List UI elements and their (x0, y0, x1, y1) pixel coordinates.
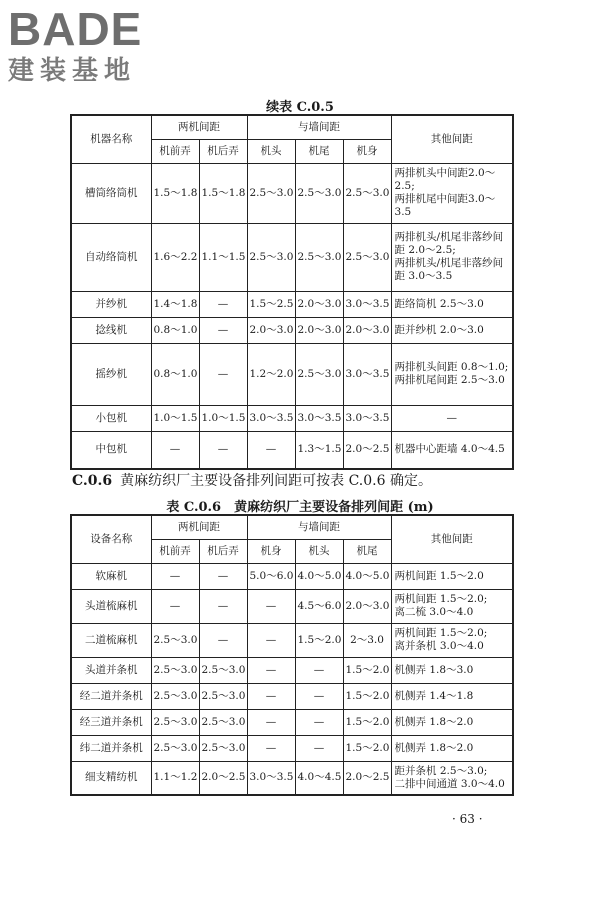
value-cell: 1.5～2.5 (247, 291, 295, 317)
value-cell: 2.5～3.0 (343, 163, 391, 223)
note-cell (391, 623, 513, 657)
value-cell: 3.0～3.5 (295, 405, 343, 431)
row-name: 头道梳麻机 (71, 589, 151, 623)
value-cell: 2.0～3.0 (343, 317, 391, 343)
bade-logo (8, 4, 178, 88)
value-cell: 3.0～3.5 (343, 343, 391, 405)
note-line: 两排机头/机尾非落纱间距 2.0～2.5; (394, 231, 504, 256)
subheader-front: 机前弄 (151, 539, 199, 563)
header-equipment-name: 设备名称 (71, 515, 151, 563)
note-line: 两排机尾中间距3.0～3.5 (394, 193, 496, 218)
value-cell: 1.1～1.2 (151, 761, 199, 795)
value-cell: 1.6～2.2 (151, 223, 199, 291)
value-cell: 2～3.0 (343, 623, 391, 657)
note-line: 两排机尾间距 2.5～3.0 (394, 374, 505, 386)
value-cell: — (199, 291, 247, 317)
row-name: 纬二道并条机 (71, 735, 151, 761)
note-cell (391, 761, 513, 795)
note-line: 距络筒机 2.5～3.0 (394, 297, 484, 310)
value-cell: 1.4～1.8 (151, 291, 199, 317)
value-cell: 2.5～3.0 (151, 735, 199, 761)
value-cell: 1.3～1.5 (295, 431, 343, 469)
value-cell: — (199, 563, 247, 589)
note-cell (391, 163, 513, 223)
table-row (71, 317, 513, 343)
header-other: 其他间距 (391, 115, 513, 163)
value-cell: 4.0～5.0 (343, 563, 391, 589)
table-row (71, 431, 513, 469)
value-cell: 2.5～3.0 (199, 683, 247, 709)
subheader-tail: 机尾 (295, 139, 343, 163)
value-cell: 0.8～1.0 (151, 343, 199, 405)
value-cell: — (199, 589, 247, 623)
note-cell (391, 431, 513, 469)
row-name: 中包机 (71, 431, 151, 469)
note-line: 机器中心距墙 4.0～4.5 (394, 443, 505, 456)
note-line: 两排机头间距 0.8～1.0; (394, 361, 509, 373)
note-line: 离并条机 3.0～4.0 (394, 640, 484, 652)
value-cell: — (151, 563, 199, 589)
note-line: 距并纱机 2.0～3.0 (394, 323, 484, 336)
row-name: 细支精纺机 (71, 761, 151, 795)
value-cell: 4.0～4.5 (295, 761, 343, 795)
note-cell (391, 405, 513, 431)
value-cell: 1.0～1.5 (151, 405, 199, 431)
table-row (71, 405, 513, 431)
value-cell: — (247, 683, 295, 709)
header-to-wall: 与墙间距 (247, 515, 391, 539)
note-cell (391, 317, 513, 343)
value-cell: — (247, 589, 295, 623)
value-cell: 2.0～2.5 (199, 761, 247, 795)
note-line: 两机间距 1.5～2.0; (394, 593, 488, 605)
header-between-machines: 两机间距 (151, 515, 247, 539)
row-name: 二道梳麻机 (71, 623, 151, 657)
row-name: 自动络筒机 (71, 223, 151, 291)
subheader-back: 机后弄 (199, 539, 247, 563)
note-line: 机侧弄 1.8～3.0 (394, 663, 474, 676)
note-cell (391, 657, 513, 683)
value-cell: — (295, 735, 343, 761)
value-cell: 2.5～3.0 (199, 709, 247, 735)
value-cell: — (199, 623, 247, 657)
table-c05 (70, 114, 514, 470)
value-cell: 3.0～3.5 (247, 405, 295, 431)
table-row (71, 563, 513, 589)
value-cell: 1.5～2.0 (343, 657, 391, 683)
note-line: 离二梳 3.0～4.0 (394, 606, 474, 618)
note-line: 两机间距 1.5～2.0; (394, 627, 488, 639)
table-c05-caption: 续表 C.0.5 (266, 100, 334, 115)
row-name: 软麻机 (71, 563, 151, 589)
table-row (71, 163, 513, 223)
value-cell: 2.0～3.0 (295, 317, 343, 343)
row-name: 小包机 (71, 405, 151, 431)
table-row (71, 223, 513, 291)
subheader-front: 机前弄 (151, 139, 199, 163)
row-name: 头道并条机 (71, 657, 151, 683)
page-number: · 63 · (452, 812, 483, 826)
header-machine-name: 机器名称 (71, 115, 151, 163)
value-cell: 1.1～1.5 (199, 223, 247, 291)
value-cell: — (295, 683, 343, 709)
note-line: 两排机头/机尾非落纱间距 3.0～3.5 (394, 257, 504, 282)
value-cell: — (151, 431, 199, 469)
table-row (71, 709, 513, 735)
value-cell: 1.5～1.8 (199, 163, 247, 223)
note-cell (391, 589, 513, 623)
logo-subtitle: 建装基地 (8, 56, 137, 86)
value-cell: 2.5～3.0 (199, 657, 247, 683)
table-row (71, 589, 513, 623)
value-cell: 2.5～3.0 (151, 709, 199, 735)
value-cell: 2.5～3.0 (151, 657, 199, 683)
value-cell: 2.0～2.5 (343, 761, 391, 795)
value-cell: — (247, 431, 295, 469)
value-cell: 3.0～3.5 (343, 291, 391, 317)
note-cell (391, 735, 513, 761)
row-name: 槽筒络筒机 (71, 163, 151, 223)
value-cell: — (199, 343, 247, 405)
value-cell: 1.0～1.5 (199, 405, 247, 431)
subheader-body: 机身 (247, 539, 295, 563)
value-cell: — (199, 431, 247, 469)
note-line: 二排中间通道 3.0～4.0 (394, 777, 505, 790)
value-cell: — (295, 709, 343, 735)
subheader-back: 机后弄 (199, 139, 247, 163)
value-cell: 2.0～3.0 (247, 317, 295, 343)
note-line: 机侧弄 1.8～2.0 (394, 715, 474, 728)
value-cell: 4.0～5.0 (295, 563, 343, 589)
value-cell: 1.5～2.0 (295, 623, 343, 657)
header-between-machines: 两机间距 (151, 115, 247, 139)
subheader-body: 机身 (343, 139, 391, 163)
row-name: 经三道并条机 (71, 709, 151, 735)
note-cell (391, 709, 513, 735)
subheader-head: 机头 (247, 139, 295, 163)
value-cell: 2.5～3.0 (151, 683, 199, 709)
header-to-wall: 与墙间距 (247, 115, 391, 139)
value-cell: 0.8～1.0 (151, 317, 199, 343)
table-row (71, 291, 513, 317)
subheader-tail: 机尾 (343, 539, 391, 563)
table-row (71, 657, 513, 683)
value-cell: 1.5～1.8 (151, 163, 199, 223)
note-cell (391, 223, 513, 291)
value-cell: 4.5～6.0 (295, 589, 343, 623)
header-other: 其他间距 (391, 515, 513, 563)
note-cell (391, 563, 513, 589)
value-cell: 2.5～3.0 (247, 163, 295, 223)
value-cell: 2.5～3.0 (295, 163, 343, 223)
table-c06 (70, 514, 514, 796)
value-cell: — (247, 623, 295, 657)
value-cell: — (247, 657, 295, 683)
row-name: 经二道并条机 (71, 683, 151, 709)
row-name: 并纱机 (71, 291, 151, 317)
value-cell: — (247, 709, 295, 735)
note-cell (391, 683, 513, 709)
value-cell: 2.5～3.0 (343, 223, 391, 291)
note-line: 机侧弄 1.4～1.8 (394, 689, 474, 702)
row-name: 捻线机 (71, 317, 151, 343)
section-number: C.0.6 (72, 473, 113, 489)
section-c06 (72, 470, 432, 490)
value-cell: 2.0～3.0 (295, 291, 343, 317)
value-cell: 1.5～2.0 (343, 683, 391, 709)
section-text: 黄麻纺织厂主要设备排列间距可按表 C.0.6 确定。 (120, 473, 432, 489)
value-cell: — (151, 589, 199, 623)
value-cell: 1.5～2.0 (343, 735, 391, 761)
note-cell (391, 343, 513, 405)
table-row (71, 623, 513, 657)
value-cell: 5.0～6.0 (247, 563, 295, 589)
value-cell: 2.5～3.0 (151, 623, 199, 657)
note-line: — (446, 411, 458, 424)
subheader-head: 机头 (295, 539, 343, 563)
value-cell: — (295, 657, 343, 683)
value-cell: — (247, 735, 295, 761)
value-cell: 3.0～3.5 (343, 405, 391, 431)
table-c06-caption: 表 C.0.6 黄麻纺织厂主要设备排列间距 (m) (166, 500, 434, 515)
logo-wordmark: BADE (8, 3, 143, 55)
table-row (71, 735, 513, 761)
table-row (71, 343, 513, 405)
row-name: 摇纱机 (71, 343, 151, 405)
note-line: 两机间距 1.5～2.0 (394, 569, 484, 582)
note-cell (391, 291, 513, 317)
value-cell: 1.5～2.0 (343, 709, 391, 735)
note-line: 距并条机 2.5～3.0; (394, 764, 488, 777)
value-cell: 2.0～2.5 (343, 431, 391, 469)
value-cell: 2.0～3.0 (343, 589, 391, 623)
value-cell: 2.5～3.0 (295, 223, 343, 291)
value-cell: 1.2～2.0 (247, 343, 295, 405)
value-cell: 2.5～3.0 (247, 223, 295, 291)
note-line: 机侧弄 1.8～2.0 (394, 741, 474, 754)
value-cell: 2.5～3.0 (199, 735, 247, 761)
table-row (71, 683, 513, 709)
note-line: 两排机头中间距2.0～2.5; (394, 167, 496, 192)
value-cell: — (199, 317, 247, 343)
table-row (71, 761, 513, 795)
value-cell: 3.0～3.5 (247, 761, 295, 795)
value-cell: 2.5～3.0 (295, 343, 343, 405)
